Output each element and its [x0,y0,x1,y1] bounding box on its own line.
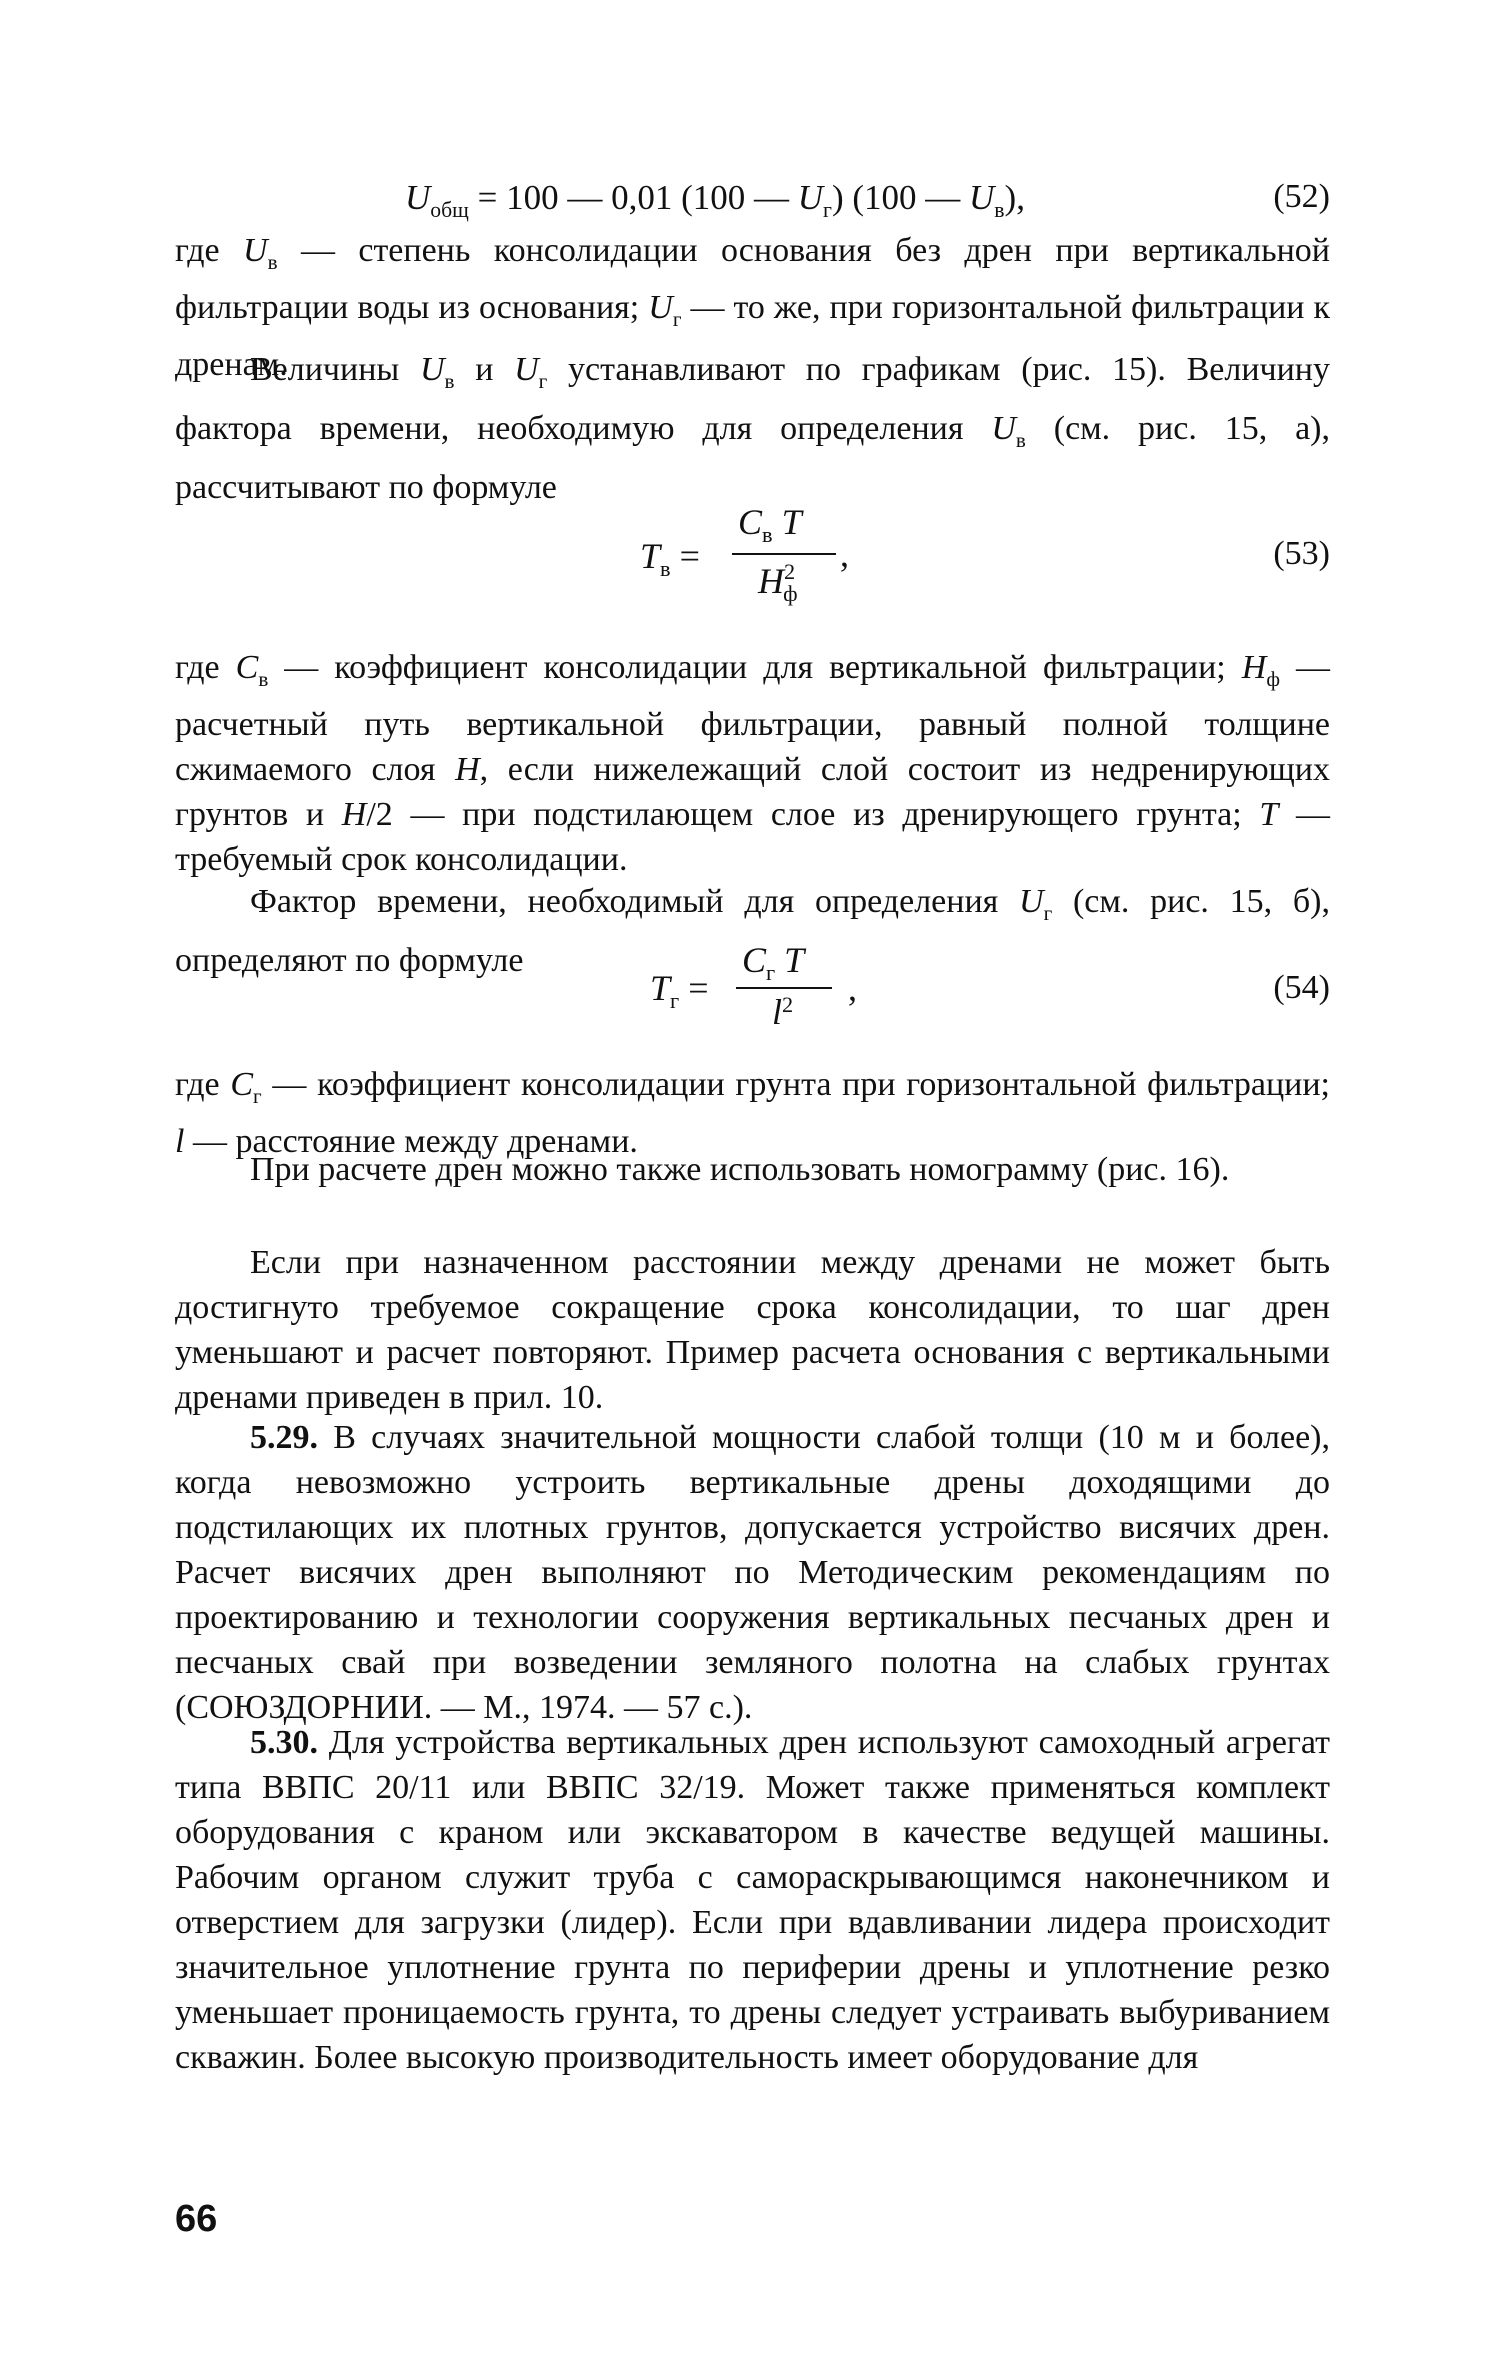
equation-53-numerator: $C_в$ T [738,502,802,548]
paragraph-time-factor: Фактор времени, необходимый для определения $U_г$ (см. рис. 15, б), определяют по формуле [175,883,1330,979]
equation-53-number: (53) [1273,535,1330,572]
equation-54 [175,940,1330,1045]
equation-53-comma: , [840,534,849,574]
equation-52 [175,178,1330,228]
paragraph-values-u: Величины $U_в$ и $U_г$ устанавливают по графикам (рис. 15). Величину фактора времени, необходимую для определения $U_в$ (см. рис. 15, а), рассчитывают по формуле [175,351,1331,506]
paragraph-definitions-u: где $U_в$ — степень консолидации основания без дрен при вертикальной фильтрации воды из основания; $U_г$ — то же, при горизонтальной фильтрации к дренам. [175,232,1330,383]
equation-53-fraction-bar [732,553,836,555]
equation-54-fraction-bar [736,987,832,989]
equation-53-fraction [640,502,900,615]
equation-54-fraction [650,940,910,1045]
paragraph-definitions-cg: где $C_г$ — коэффициент консолидации грунта при горизонтальной фильтрации; l — расстояние между дренами. [175,1066,1330,1160]
equation-54-denominator: $l^2$ [772,992,794,1032]
equation-52-body: $U_{общ} = 100$ — 0,01 (100 — $U_г$) (100 — $U_в$), [405,178,1025,222]
paragraph-drain-spacing: Если при назначенном расстоянии между дренами не может быть достигнуто требуемое сокращение срока консолидации, то шаг дрен уменьшают и расчет повторяют. Пример расчета основания с вертикальными дренами приведен в прил. 10. [175,1244,1330,1416]
section-number-5-30: 5.30. [250,1724,318,1761]
equation-54-numerator: $C_г$ T [742,940,805,986]
page-number: 66 [175,2198,218,2240]
paragraph-definitions-cv: где $C_в$ — коэффициент консолидации для вертикальной фильтрации; $H_ф$ — расчетный путь вертикальной фильтрации, равный полной толщине сжимаемого слоя H, если нижележащий слой состоит из недренирующих грунтов и H/2 — при подстилающем слое из дренирующего грунта; T — требуемый срок консолидации. [175,649,1331,878]
equation-52-number: (52) [1273,178,1330,215]
equation-54-comma: , [848,968,857,1008]
equation-53-lhs: $T_в$ = [640,536,700,582]
equation-53 [175,502,1330,615]
equation-54-lhs: $T_г$ = [650,968,709,1014]
paragraph-nomogram: При расчете дрен можно также использовать номограмму (рис. 16). [250,1151,1230,1188]
equation-54-number: (54) [1273,969,1330,1006]
equation-53-denominator: $H^2_ф$ [758,559,798,607]
section-number-5-29: 5.29. [250,1419,318,1456]
paragraph-5-29: 5.29. В случаях значительной мощности слабой толщи (10 м и более), когда невозможно устроить вертикальные дрены доходящими до подстилающих их плотных грунтов, допускается устройство висячих дрен. Расчет висячих дрен выполняют по Методическим рекомендациям по проектированию и технологии сооружения вертикальных песчаных дрен и песчаных свай при возведении земляного полотна на слабых грунтах (СОЮЗДОРНИИ. — М., 1974. — 57 с.). [175,1419,1330,1726]
paragraph-5-30: 5.30. Для устройства вертикальных дрен используют самоходный агрегат типа ВВПС 20/11 или ВВПС 32/19. Может также применяться комплект оборудования с краном или экскаватором в качестве ведущей машины. Рабочим органом служит труба с самораскрывающимся наконечником и отверстием для загрузки (лидер). Если при вдавливании лидера происходит значительное уплотнение грунта по периферии дрены и уплотнение резко уменьшает проницаемость грунта, то дрены следует устраивать выбуриванием скважин. Более высокую производительность имеет оборудование для [175,1724,1330,2076]
